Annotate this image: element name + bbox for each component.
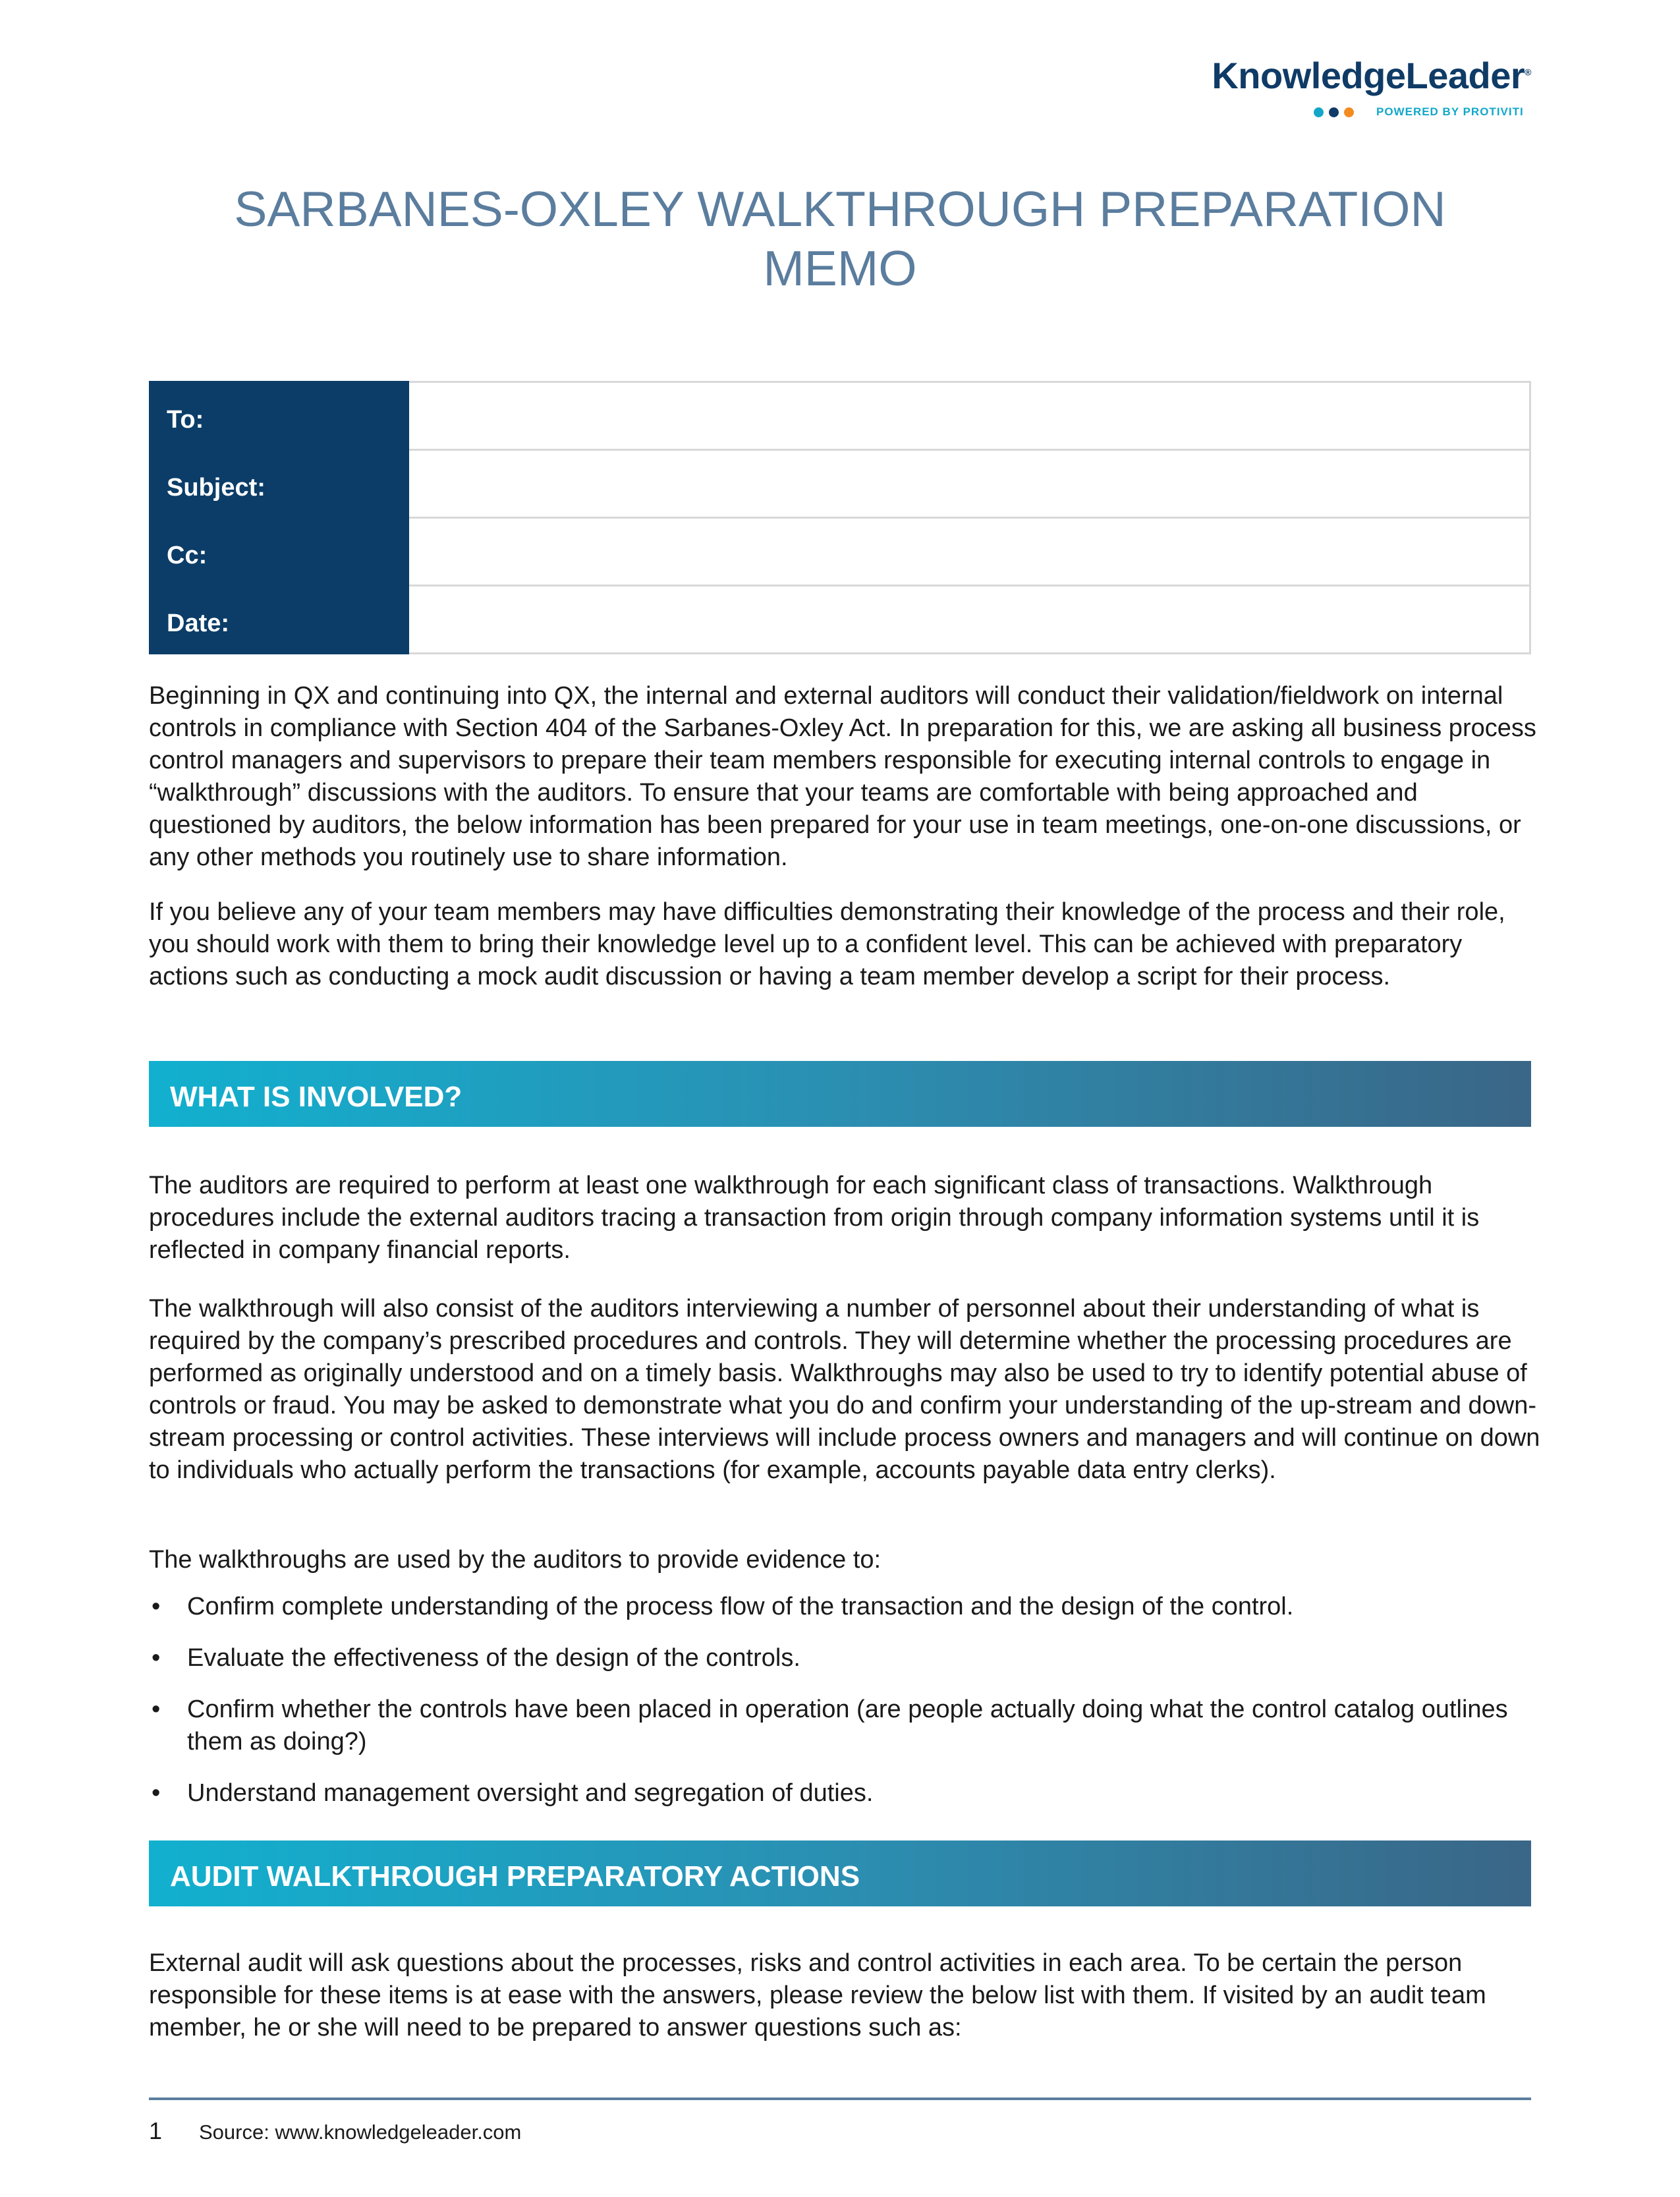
memo-row-cc	[150, 518, 1530, 586]
logo-tagline-row	[1314, 105, 1524, 119]
title-line-1: SARBANES-OXLEY WALKTHROUGH PREPARATION	[234, 181, 1446, 237]
memo-label-to: To:	[150, 382, 408, 450]
memo-row-date	[150, 586, 1530, 654]
section1-paragraph-3: The walkthroughs are used by the auditors to provide evidence to:	[149, 1546, 882, 1574]
list-item: • Understand management oversight and segregation of duties.	[149, 1777, 1546, 1810]
section1-paragraph-1: The auditors are required to perform at least one walkthrough for each significant class of transactions. Walkthrough procedures include the external auditors tracing a transaction from origin through company information systems until it is reflected in company financial reports.	[149, 1172, 1480, 1264]
intro-paragraph-2: If you believe any of your team members may have difficulties demonstrating their knowledge of the process and their role, you should work with them to bring their knowledge level up to a confident level. This can be achieved with preparatory actions such as conducting a mock audit discussion or having a team member develop a script for their process.	[149, 898, 1505, 990]
footer-source: Source: www.knowledgeleader.com	[199, 2121, 522, 2144]
list-item: • Confirm whether the controls have been placed in operation (are people actually doing what the control catalog outlines them as doing?)	[149, 1694, 1546, 1758]
bullet-icon: •	[152, 1593, 161, 1620]
page-number: 1	[149, 2117, 163, 2144]
footer-divider	[149, 2097, 1531, 2100]
title-line-2: MEMO	[763, 241, 917, 296]
section-banner-audit-walkthrough-preparatory-actions	[149, 1840, 1531, 1906]
section1-paragraph-2: The walkthrough will also consist of the auditors interviewing a number of personnel about their understanding of what is required by the company’s prescribed procedures and controls. They will determine whether the processing procedures are performed as originally understood and on a timely basis. Walkthroughs may also be used to try to identify potential abuse of controls or fraud. You may be asked to demonstrate what you do and confirm your understanding of the up-stream and down-stream processing or control activities. These interviews will include process owners and managers and will continue on down to individuals who actually perform the transactions (for example, accounts payable data entry clerks).	[149, 1295, 1540, 1484]
logo-tagline: POWERED BY PROTIVITI	[1376, 105, 1524, 118]
memo-header-table	[149, 381, 1531, 654]
section2-paragraph-1: External audit will ask questions about the processes, risks and control activities in each area. To be certain the person responsible for these items is at ease with the answers, please review the below list with them. If visited by an audit team member, he or she will need to be prepared to answer questions such as:	[149, 1949, 1486, 2041]
memo-label-date: Date:	[150, 586, 408, 654]
memo-label-subject: Subject:	[150, 450, 408, 518]
document-title	[149, 179, 1531, 298]
logo-dot-icon	[1344, 107, 1354, 117]
bullet-icon: •	[152, 1696, 161, 1723]
section-banner-what-is-involved	[149, 1061, 1531, 1127]
memo-row-to	[150, 382, 1530, 450]
logo-dot-icon	[1314, 107, 1324, 117]
logo-wordmark: KnowledgeLeader®	[1212, 55, 1531, 96]
intro-paragraph-1: Beginning in QX and continuing into QX, the internal and external auditors will conduct their validation/fieldwork on internal controls in compliance with Section 404 of the Sarbanes-Oxley Act. In preparation for this, we are asking all business process control managers and supervisors to prepare their team members responsible for executing internal controls to engage in “walkthrough” discussions with the auditors. To ensure that your teams are comfortable with being approached and questioned by auditors, the below information has been prepared for your use in team meetings, one-on-one discussions, or any other methods you routinely use to share information.	[149, 682, 1536, 871]
memo-value-date[interactable]	[408, 586, 1530, 654]
logo-dot-icon	[1329, 107, 1339, 117]
memo-row-subject	[150, 450, 1530, 518]
list-item: • Confirm complete understanding of the process flow of the transaction and the design of the control.	[149, 1591, 1546, 1623]
memo-value-cc[interactable]	[408, 518, 1530, 586]
memo-value-subject[interactable]	[408, 450, 1530, 518]
bullet-icon: •	[152, 1644, 161, 1672]
list-item: • Evaluate the effectiveness of the design of the controls.	[149, 1642, 1546, 1674]
bullet-icon: •	[152, 1779, 161, 1807]
section-heading: AUDIT WALKTHROUGH PREPARATORY ACTIONS	[170, 1860, 860, 1893]
registered-mark: ®	[1525, 67, 1531, 78]
section-heading: WHAT IS INVOLVED?	[170, 1081, 462, 1113]
evidence-bullet-list	[149, 1591, 1546, 1829]
memo-label-cc: Cc:	[150, 518, 408, 586]
memo-value-to[interactable]	[408, 382, 1530, 450]
